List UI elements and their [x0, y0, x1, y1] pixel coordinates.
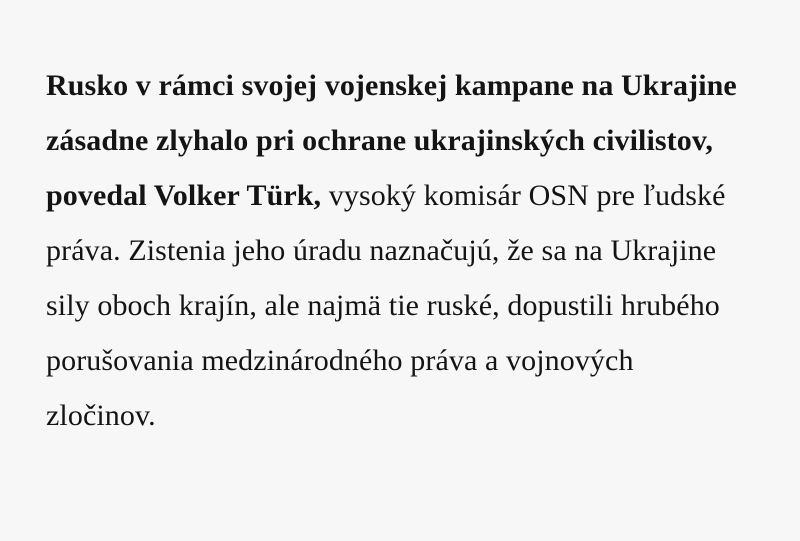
article-paragraph	[46, 58, 740, 443]
paragraph-lead-bold: Rusko v rámci svojej vojenskej kampane na Ukrajine zásadne zlyhalo pri ochrane ukrajinských civilistov, povedal Volker Türk,	[46, 69, 737, 212]
paragraph-remainder: vysoký komisár OSN pre ľudské práva. Zistenia jeho úradu naznačujú, že sa na Ukrajine sily oboch krajín, ale najmä tie ruské, dopustili hrubého porušovania medzinárodného práva a vojnových zločinov.	[46, 179, 726, 432]
